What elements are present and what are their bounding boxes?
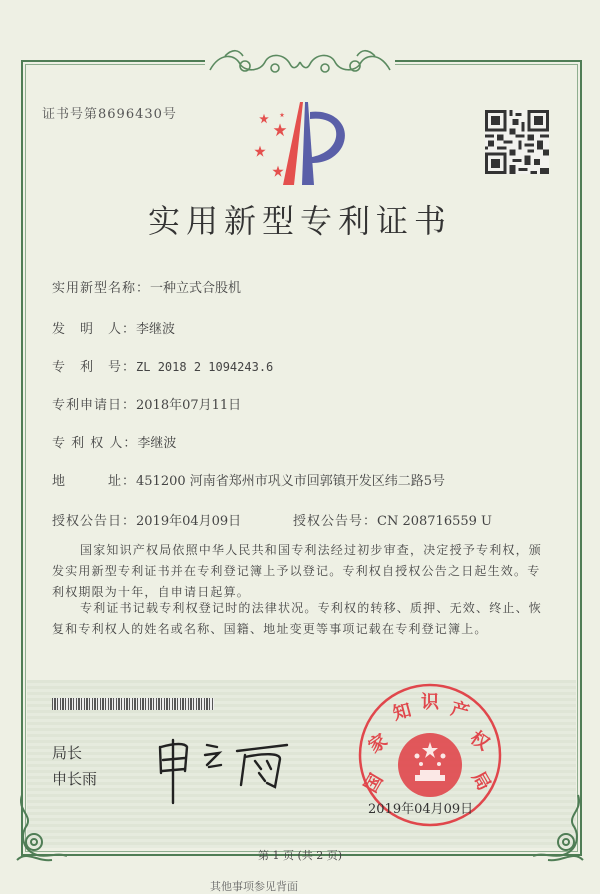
- svg-text:产: 产: [448, 698, 472, 724]
- paragraph-legal-status: 专利证书记载专利权登记时的法律状况。专利权的转移、质押、无效、终止、恢复和专利权人的姓名或名称、国籍、地址变更等事项记载在专利登记簿上。: [52, 601, 543, 636]
- svg-text:知: 知: [390, 699, 414, 725]
- field-value: 李继波: [137, 436, 177, 451]
- top-ornament-icon: [205, 42, 395, 80]
- director-name: 申长雨: [52, 770, 98, 788]
- field-label: 授权公告日：: [52, 514, 137, 529]
- field-value: ZL 2018 2 1094243.6: [136, 360, 274, 374]
- footer-note: 其他事项参见背面: [210, 880, 298, 893]
- field-label: 专 利 权 人：: [52, 436, 138, 451]
- field-patentee: [52, 432, 176, 451]
- field-patent-number: [52, 356, 273, 375]
- qr-code: [485, 110, 549, 174]
- field-inventor: [52, 318, 175, 337]
- field-application-date: [52, 394, 241, 413]
- field-label: 发 明 人：: [52, 322, 137, 337]
- director-signature: [155, 735, 290, 805]
- svg-text:识: 识: [421, 692, 439, 713]
- svg-text:国: 国: [360, 770, 388, 797]
- field-value: 451200 河南省郑州市巩义市回郭镇开发区纬二路5号: [136, 474, 446, 489]
- field-value: CN 208716559 U: [377, 514, 492, 529]
- field-value: 李继波: [136, 322, 176, 337]
- svg-text:家: 家: [364, 730, 392, 758]
- cnipa-logo-icon: [250, 97, 350, 192]
- field-address: [52, 470, 445, 489]
- paragraph-grant-statement: 国家知识产权局依照中华人民共和国专利法经过初步审查，决定授予专利权，颁发实用新型专利证书并在专利登记簿上予以登记。专利权自授权公告之日起生效。专利权期限为十年，自申请日起算。: [52, 543, 543, 599]
- seal-date: 2019年04月09日: [368, 802, 474, 817]
- field-value: 一种立式合股机: [150, 281, 242, 296]
- svg-text:局: 局: [467, 768, 495, 795]
- barcode: [52, 698, 214, 710]
- field-label: 授权公告号：: [293, 514, 378, 529]
- svg-text:权: 权: [466, 727, 493, 755]
- field-utility-model-name: [52, 277, 241, 296]
- field-grant-date: [52, 510, 241, 529]
- field-value: 2018年07月11日: [136, 398, 242, 413]
- certificate-title: 实用新型专利证书: [147, 202, 452, 240]
- certificate-number: 证书号第8696430号: [42, 107, 177, 122]
- field-label: 地 址：: [52, 474, 137, 489]
- director-title: 局长: [52, 744, 83, 762]
- field-value: 2019年04月09日: [136, 514, 242, 529]
- field-label: 实用新型名称：: [52, 281, 151, 296]
- field-grant-number: [293, 510, 492, 529]
- field-label: 专 利 号：: [52, 360, 137, 375]
- field-label: 专利申请日：: [52, 398, 137, 413]
- page-indicator: 第 1 页 (共 2 页): [257, 849, 343, 862]
